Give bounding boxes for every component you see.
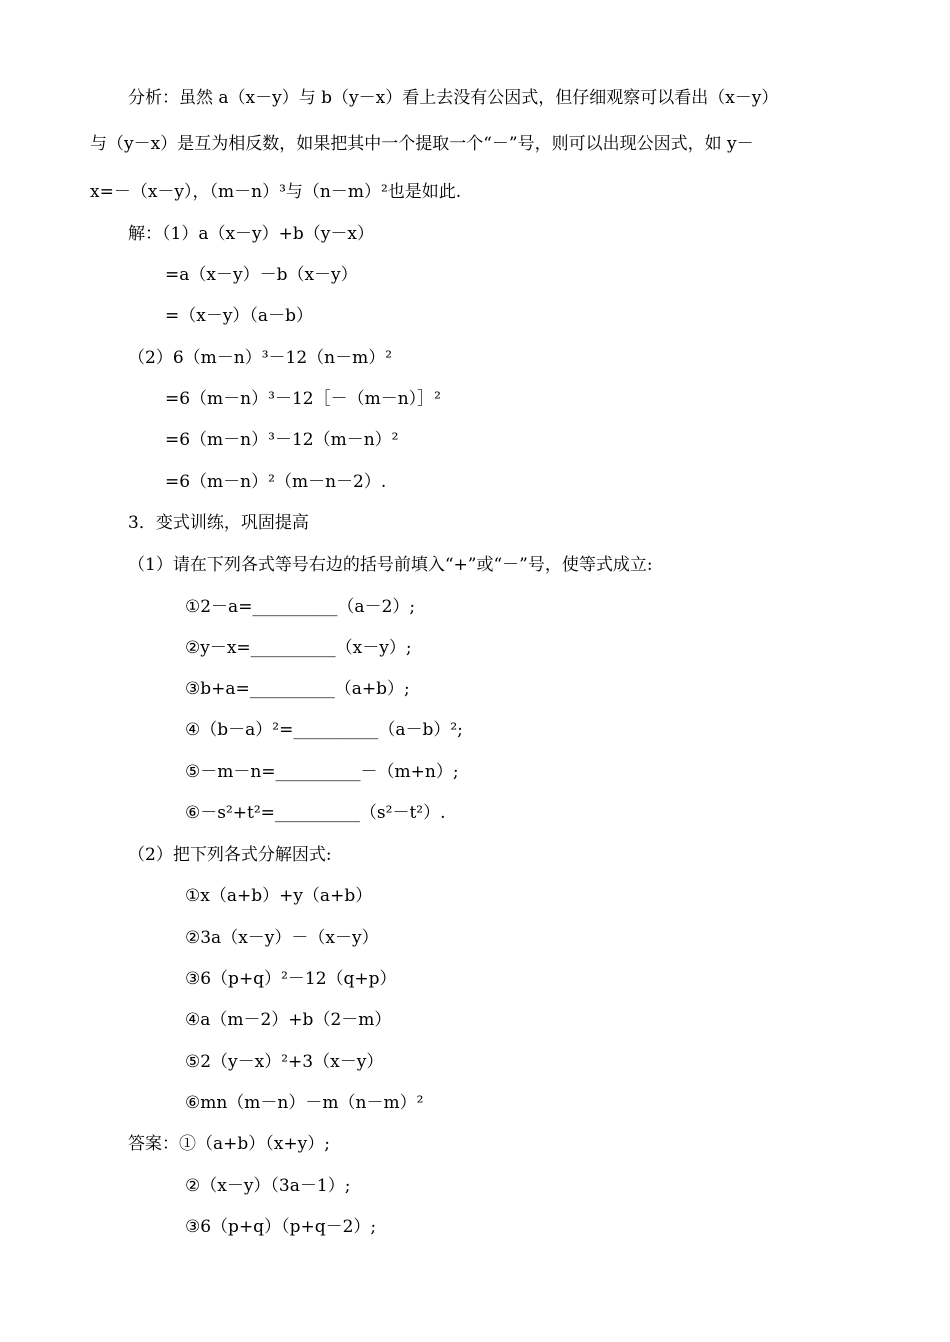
exercise-2-item: ④a（m－2）+b（2－m） [185, 1010, 392, 1030]
solution-part2-step2: =6（m－n）³－12（m－n）² [165, 430, 399, 450]
exercise-1-item: ③b+a=__________（a+b）; [185, 679, 410, 699]
exercise-2-item: ②3a（x－y）－（x－y） [185, 928, 379, 948]
solution-part2-line: （2）6（m－n）³－12（n－m）² [128, 348, 393, 368]
analysis-line-3: x=－（x－y），（m－n）³与（n－m）²也是如此. [90, 182, 462, 202]
exercise-2-intro: （2）把下列各式分解因式: [128, 845, 332, 865]
exercise-2-item: ⑥mn（m－n）－m（n－m）² [185, 1093, 424, 1113]
exercise-1-item: ④（b－a）²=__________（a－b）²; [185, 720, 463, 740]
exercise-2-item: ①x（a+b）+y（a+b） [185, 886, 373, 906]
exercise-1-item: ①2－a=__________（a－2）; [185, 597, 416, 617]
exercise-1-intro: （1）请在下列各式等号右边的括号前填入“+”或“－”号，使等式成立: [128, 555, 653, 575]
solution-part1-step2: =（x－y）（a－b） [165, 306, 313, 326]
analysis-line-2: 与（y－x）是互为相反数，如果把其中一个提取一个“－”号，则可以出现公因式，如 y－ [90, 134, 754, 154]
exercise-1-item: ⑤－m－n=__________－（m+n）; [185, 762, 459, 782]
solution-part1-line: 解：（1）a（x－y）+b（y－x） [128, 224, 374, 244]
exercise-2-item: ③6（p+q）²－12（q+p） [185, 969, 397, 989]
exercise-2-item: ⑤2（y－x）²+3（x－y） [185, 1052, 384, 1072]
section3-heading: 3．变式训练，巩固提高 [128, 513, 309, 533]
solution-part2-step1: =6（m－n）³－12［－（m－n）］² [165, 389, 441, 409]
exercise-1-item: ⑥－s²+t²=__________（s²－t²）. [185, 803, 446, 823]
answers-line: 答案：①（a+b）（x+y）; [128, 1134, 330, 1154]
exercise-1-item: ②y－x=__________（x－y）; [185, 638, 412, 658]
analysis-line-1: 分析：虽然 a（x－y）与 b（y－x）看上去没有公因式，但仔细观察可以看出（x－y） [128, 88, 779, 108]
solution-part1-step1: =a（x－y）－b（x－y） [165, 265, 358, 285]
answer-item: ②（x－y）（3a－1）; [185, 1176, 351, 1196]
solution-part2-step3: =6（m－n）²（m－n－2）. [165, 472, 387, 492]
answer-item: ③6（p+q）（p+q－2）; [185, 1217, 377, 1237]
